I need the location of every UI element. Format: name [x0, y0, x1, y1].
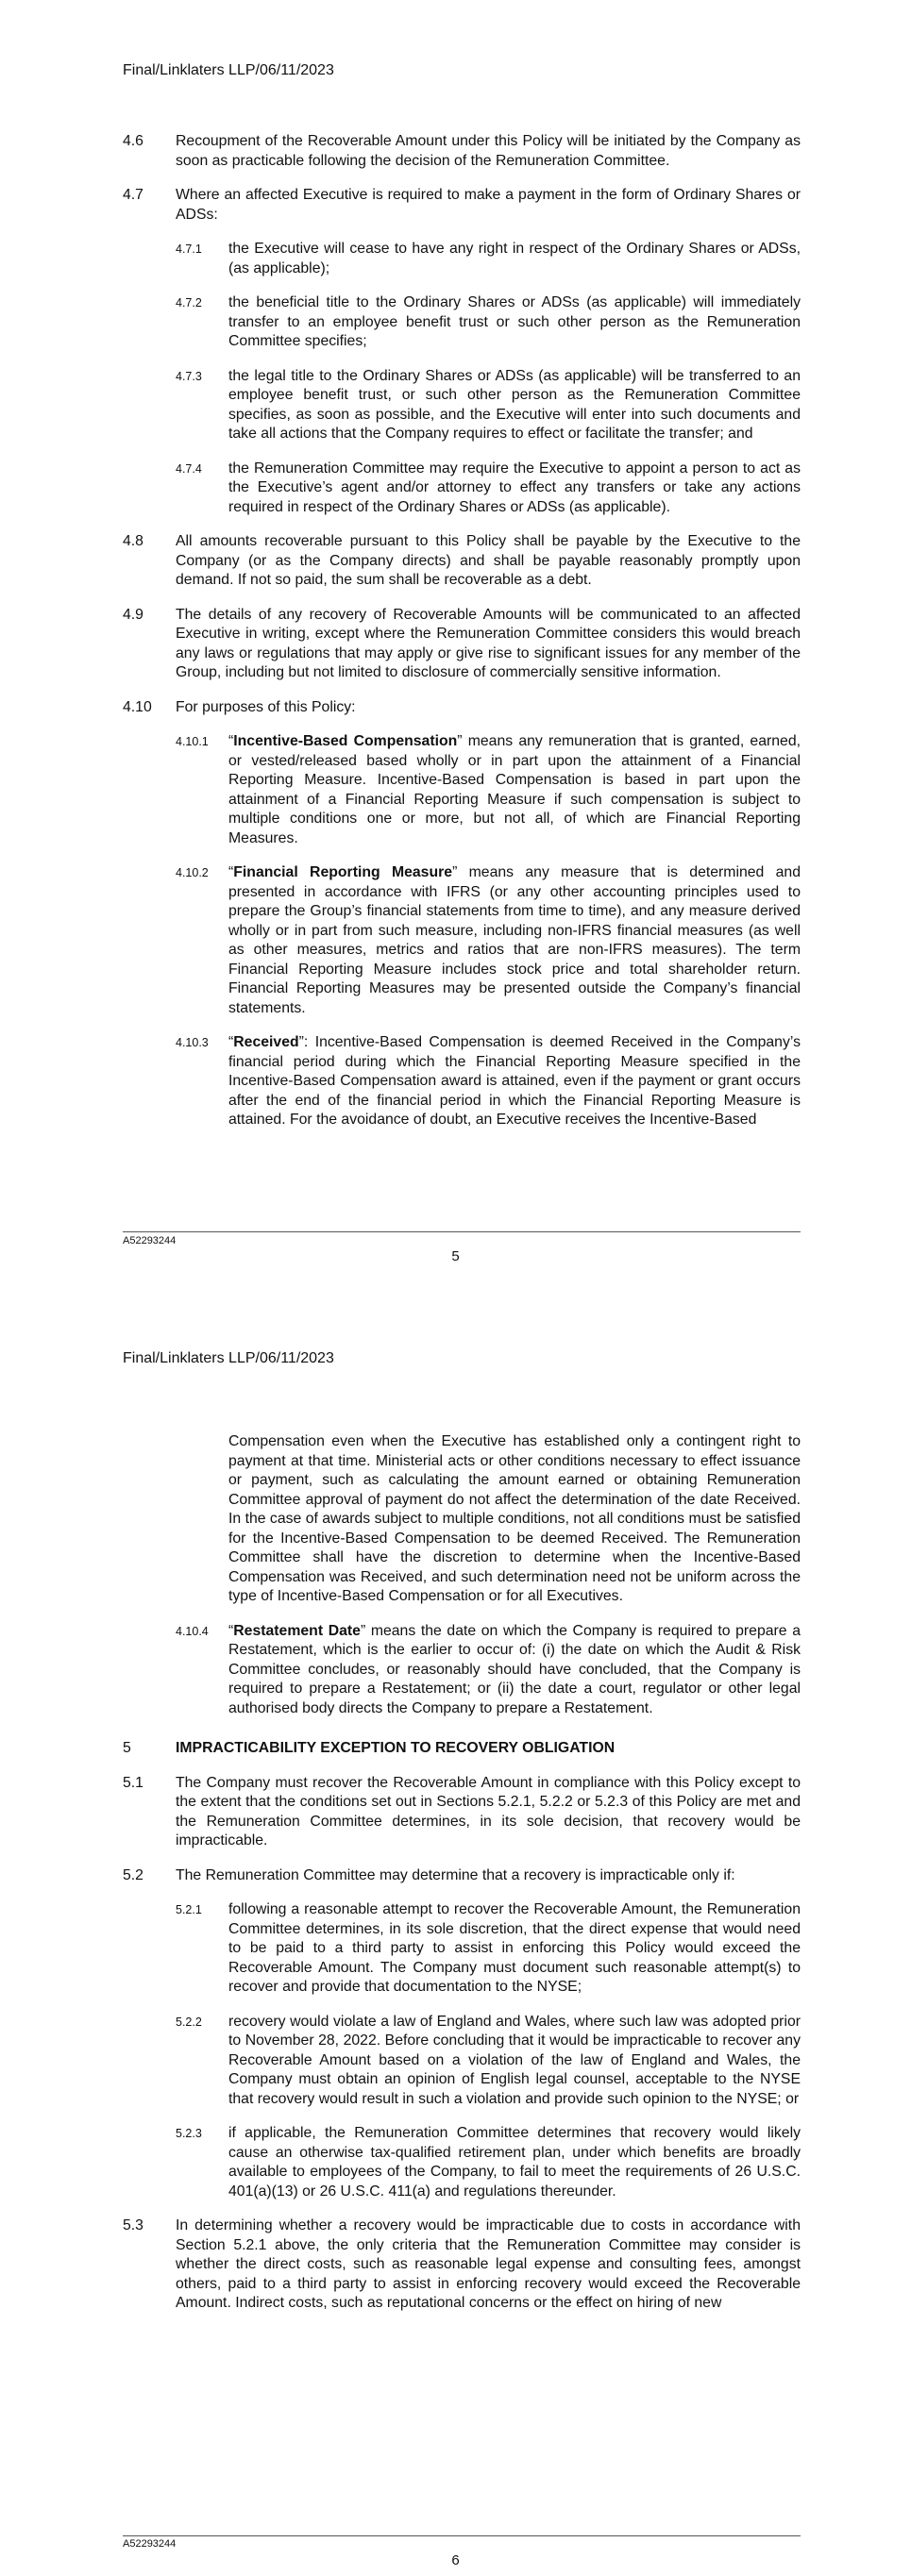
clause-5-2-3 [176, 2124, 801, 2201]
footer-rule [123, 2535, 801, 2536]
clause-number: 4.9 [123, 606, 143, 623]
clause-text: the beneficial title to the Ordinary Shares or ADSs (as applicable) will immediately transfer to an employee benefit trust or such other person as the Remuneration Committee specifies; [228, 294, 801, 349]
clause-text: In determining whether a recovery would be impracticable due to costs in accordance with Section 5.2.1 above, the only criteria that the Remuneration Committee may consider is whether the direct costs, such as reasonable legal expense and consulting fees, amongst others, paid to a third party to assist in enforcing recovery would exceed the Recoverable Amount. Indirect costs, such as reputational concerns or the effect on hiring of new [176, 2217, 801, 2311]
clause-4-10-4 [176, 1622, 801, 1719]
clause-4-10-2 [176, 863, 801, 1018]
page-body [123, 132, 801, 1146]
clause-4-10-1 [176, 732, 801, 848]
clause-number: 5.2 [123, 1866, 143, 1883]
quote-open: “ [228, 864, 234, 880]
clause-5-2-2 [176, 2013, 801, 2110]
section-number: 5 [123, 1740, 131, 1756]
clause-number: 4.7.4 [176, 461, 202, 476]
clause-text: the Executive will cease to have any right in respect of the Ordinary Shares or ADSs, (as applicable); [228, 241, 801, 276]
clause-text: The Company must recover the Recoverable Amount in compliance with this Policy except to the extent that the conditions set out in Sections 5.2.1, 5.2.2 or 5.2.3 of this Policy are met and the Remuneration Committee determines, in its sole decision, that recovery would be impracticable. [176, 1774, 801, 1848]
clause-number: 5.3 [123, 2217, 143, 2233]
clause-text: For purposes of this Policy: [176, 698, 356, 715]
clause-number: 4.7 [123, 187, 143, 203]
clause-4-8 [123, 532, 801, 591]
clause-4-10-3 [176, 1033, 801, 1130]
footer-reference: A52293244 [123, 1235, 177, 1246]
defined-term: Restatement Date [233, 1622, 361, 1639]
clause-5-3 [123, 2216, 801, 2314]
clause-number: 4.7.3 [176, 369, 202, 383]
clause-4-7-2 [176, 293, 801, 352]
clause-number: 4.10.3 [176, 1036, 209, 1049]
clause-5-2-1 [176, 1900, 801, 1998]
clause-text [228, 863, 801, 1018]
clause-text: recovery would violate a law of England and Wales, where such law was adopted prior to November 28, 2022. Before concluding that it would be impracticable to recover any Recoverable Amount based on a violation of the law of England and Wales, the Company must obtain an opinion of English legal counsel, acceptable to the NYSE that recovery would result in such a violation and provide such opinion to the NYSE; or [228, 2013, 801, 2107]
definition-text: means any remuneration that is granted, earned, or vested/released based wholly or in part upon the attainment of a Financial Reporting Measure. Incentive-Based Compensation is based in part upon the attainment of a Financial Reporting Measure if such compensation is subject to multiple conditions one or more, but not all, of which are Financial Reporting Measures. [228, 733, 801, 846]
clause-number: 4.10.2 [176, 866, 209, 879]
page-number: 5 [451, 1248, 460, 1264]
clause-text: the legal title to the Ordinary Shares or ADSs (as applicable) will be transferred to an employee benefit trust, or such other person as the Remuneration Committee specifies, as soon as possible, and the Executive will enter into such documents and take all actions that the Company requires to effect or facilitate the transfer; and [228, 367, 801, 442]
clause-4-10-3-continuation: Compensation even when the Executive has established only a contingent right to payment at that time. Ministerial acts or other conditions necessary to effect issuance or payment, such as calculating the amount earned or obtaining Remuneration Committee approval of payment do not affect the determination of the date Received. In the case of awards subject to multiple conditions, not all conditions must be satisfied for the Incentive-Based Compensation to be deemed Received. The Remuneration Committee shall have the discretion to determine when the Incentive-Based Compensation was Received, and such determination need not be uniform across the type of Incentive-Based Compensation or for all Executives. [228, 1433, 801, 1604]
clause-4-9 [123, 606, 801, 683]
clause-text: The details of any recovery of Recoverable Amounts will be communicated to an affected Executive in writing, except where the Remuneration Committee considers this would breach any laws or regulations that may apply or give rise to significant issues for any member of the Group, including but not limited to disclosure of commercially sensitive information. [176, 606, 801, 680]
clause-4-7-3 [176, 367, 801, 444]
clause-4-7 [123, 186, 801, 225]
quote-close: ” [457, 733, 463, 749]
clause-text: Recoupment of the Recoverable Amount under this Policy will be initiated by the Company as soon as practicable following the decision of the Remuneration Committee. [176, 133, 801, 169]
quote-open: “ [228, 1622, 234, 1639]
quote-close: ” [452, 864, 458, 880]
clause-number: 4.6 [123, 133, 143, 149]
clause-number: 5.1 [123, 1774, 143, 1791]
clause-text: The Remuneration Committee may determine that a recovery is impracticable only if: [176, 1866, 735, 1883]
quote-open: “ [228, 1034, 234, 1050]
quote-close: ” [360, 1622, 366, 1639]
clause-text: All amounts recoverable pursuant to this Policy shall be payable by the Executive to the Company (or as the Company directs) and shall be payable reasonably promptly upon demand. If not so paid, the sum shall be recoverable as a debt. [176, 533, 801, 588]
defined-term: Financial Reporting Measure [233, 864, 453, 880]
clause-5-1 [123, 1774, 801, 1851]
quote-close: ” [298, 1034, 304, 1050]
clause-number: 5.2.3 [176, 2127, 202, 2140]
page-header: Final/Linklaters LLP/06/11/2023 [123, 1350, 334, 1366]
clause-number: 4.10.4 [176, 1624, 209, 1638]
clause-text [228, 1033, 801, 1130]
clause-text [228, 732, 801, 848]
clause-5-2 [123, 1866, 801, 1886]
clause-4-7-4 [176, 460, 801, 518]
clause-4-10 [123, 698, 801, 718]
section-5-heading [123, 1739, 801, 1759]
page-6 [0, 1288, 911, 2576]
clause-number: 4.7.2 [176, 296, 202, 309]
clause-number: 4.7.1 [176, 243, 202, 256]
clause-number: 5.2.2 [176, 2015, 202, 2029]
definition-text: : Incentive-Based Compensation is deemed Received in the Company’s financial period during which the Financial Reporting Measure specified in the Incentive-Based Compensation award is attained, even if the payment or grant occurs after the end of the financial period in which the Financial Reporting Measure is attained. For the avoidance of doubt, an Executive receives the Incentive-Based [228, 1034, 801, 1128]
page-number: 6 [451, 2552, 460, 2568]
clause-text: Where an affected Executive is required to make a payment in the form of Ordinary Shares or ADSs: [176, 187, 801, 223]
footer-reference: A52293244 [123, 2538, 177, 2550]
defined-term: Incentive-Based Compensation [233, 733, 458, 749]
quote-open: “ [228, 733, 234, 749]
definition-text: means any measure that is determined and presented in accordance with IFRS (or any other accounting principles used to prepare the Group’s financial statements from time to time), and any measure derived wholly or in part from such measure, including non-IFRS financial measures (as well as other measures, metrics and ratios that are non-IFRS measures). The term Financial Reporting Measure includes stock price and total shareholder return. Financial Reporting Measures may be presented outside the Company’s financial statements. [228, 864, 801, 1016]
clause-text [228, 1622, 801, 1719]
definition-text: means the date on which the Company is required to prepare a Restatement, which is the earlier to occur of: (i) the date on which the Audit & Risk Committee concludes, or reasonably should have concluded, that the Company is required to prepare a Restatement; or (ii) the date a court, regulator or other legal authorised body directs the Company to prepare a Restatement. [228, 1622, 801, 1716]
clause-text: following a reasonable attempt to recover the Recoverable Amount, the Remuneration Committee determines, in its sole discretion, that the direct expense that would need to be paid to a third party to assist in enforcing this Policy would exceed the Recoverable Amount. The Company must document such reasonable attempt(s) to recover and provide that documentation to the NYSE; [228, 1901, 801, 1995]
clause-number: 4.8 [123, 533, 143, 549]
clause-text: if applicable, the Remuneration Committee determines that recovery would likely cause an otherwise tax-qualified retirement plan, under which benefits are broadly available to employees of the Company, to fail to meet the requirements of 26 U.S.C. 401(a)(13) or 26 U.S.C. 411(a) and regulations thereunder. [228, 2125, 801, 2200]
clause-4-6 [123, 132, 801, 171]
page-header: Final/Linklaters LLP/06/11/2023 [123, 62, 334, 78]
footer-rule [123, 1231, 801, 1232]
clause-number: 5.2.1 [176, 1903, 202, 1916]
section-title: IMPRACTICABILITY EXCEPTION TO RECOVERY OBLIGATION [176, 1740, 616, 1756]
page-body [123, 1432, 801, 2329]
clause-number: 4.10 [123, 698, 152, 715]
clause-text: the Remuneration Committee may require the Executive to appoint a person to act as the Executive’s agent and/or attorney to effect any transfers or take any actions required in respect of the Ordinary Shares or ADSs (as applicable). [228, 460, 801, 515]
clause-4-7-1 [176, 240, 801, 278]
clause-number: 4.10.1 [176, 735, 209, 748]
defined-term: Received [233, 1034, 299, 1050]
